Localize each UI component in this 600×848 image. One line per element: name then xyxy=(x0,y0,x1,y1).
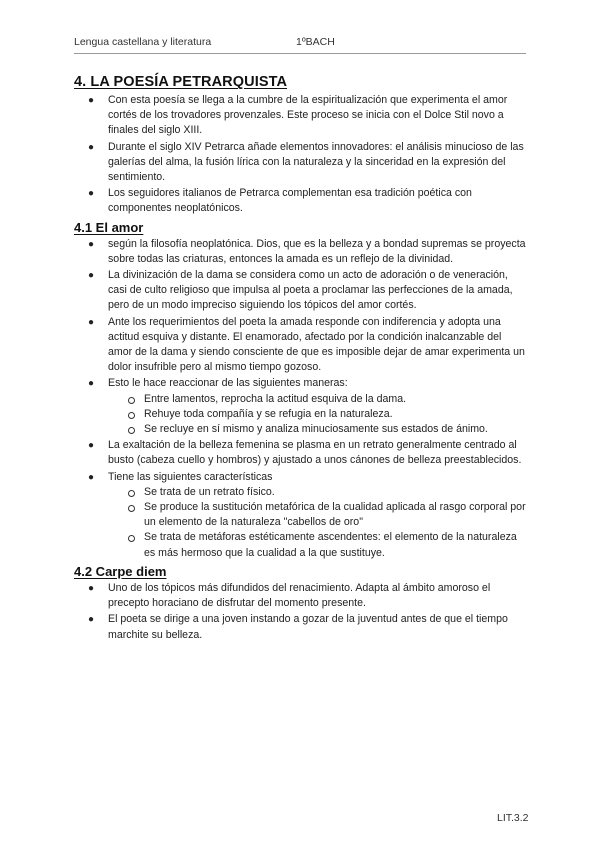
list-item xyxy=(74,581,526,611)
list-item xyxy=(74,237,526,267)
sublist-item xyxy=(108,422,526,437)
list-item xyxy=(74,315,526,376)
header-subject: Lengua castellana y literatura xyxy=(74,36,212,48)
sublist-item xyxy=(108,407,526,422)
list-item xyxy=(74,376,526,437)
list-item xyxy=(74,268,526,314)
amor-list xyxy=(74,237,526,561)
list-item xyxy=(74,470,526,561)
sublist-item-text: Se produce la sustitución metafórica de la cualidad aplicada al rasgo corporal por un elemento de la naturaleza "cabellos de oro" xyxy=(144,501,526,529)
list-item-text: Esto le hace reaccionar de las siguientes maneras: xyxy=(108,377,348,390)
header-course: 1ºBACH xyxy=(296,36,335,48)
sublist-item-text: Se trata de metáforas estéticamente ascendentes: el elemento de la naturaleza es más hermoso que la cualidad a la que sustituye. xyxy=(144,531,517,559)
page-number: LIT.3.2 xyxy=(497,812,529,824)
sublist-item xyxy=(108,392,526,407)
carpe-diem-list xyxy=(74,581,526,643)
bullet-icon: ● xyxy=(88,141,95,153)
list-item xyxy=(74,612,526,642)
list-item-text: El poeta se dirige a una joven instando a gozar de la juventud antes de que el tiempo marchite su belleza. xyxy=(108,613,508,641)
list-item xyxy=(74,93,526,139)
hollow-bullet-icon xyxy=(128,397,135,404)
page-content xyxy=(74,74,526,644)
list-item-text: Con esta poesía se llega a la cumbre de la espiritualización que experimenta el amor cortés de los trovadores provenzales. Este proceso se inicia con el Dolce Stil novo a finales del siglo XIII. xyxy=(108,94,508,137)
hollow-bullet-icon xyxy=(128,535,135,542)
bullet-icon: ● xyxy=(88,238,95,250)
bullet-icon: ● xyxy=(88,270,95,282)
reactions-sublist xyxy=(108,392,526,438)
sublist-item-text: Rehuye toda compañía y se refugia en la naturaleza. xyxy=(144,407,393,420)
bullet-icon: ● xyxy=(88,316,95,328)
list-item-text: según la filosofía neoplatónica. Dios, que es la belleza y a bondad supremas se proyecta sobre todas las criaturas, entonces la amada es un reflejo de la divinidad. xyxy=(108,237,526,265)
list-item xyxy=(74,140,526,186)
list-item-text: Los seguidores italianos de Petrarca complementan esa tradición poética con componentes neoplatónicos. xyxy=(108,187,472,215)
list-item-text: Tiene las siguientes características xyxy=(108,470,273,483)
list-item-text: Ante los requerimientos del poeta la amada responde con indiferencia y adopta una actitud esquiva y distante. El enamorado, afectado por la condición inalcanzable del amor de la dama y siendo consciente de que es imposible dejar de amar experimenta un dolor insufrible pero al mismo tiempo gozoso. xyxy=(108,315,525,374)
section-title: 4. LA POESÍA PETRARQUISTA xyxy=(74,74,288,90)
characteristics-sublist xyxy=(108,485,526,561)
list-item-text: Durante el siglo XIV Petrarca añade elementos innovadores: el análisis minucioso de las galerías del alma, la fusión lírica con la naturaleza y la sinceridad en la expresión del sentimiento. xyxy=(108,140,524,184)
bullet-icon: ● xyxy=(88,378,95,390)
bullet-icon: ● xyxy=(88,582,95,594)
bullet-icon: ● xyxy=(88,188,95,200)
sublist-item xyxy=(108,485,526,500)
list-item xyxy=(74,186,526,216)
hollow-bullet-icon xyxy=(128,505,135,512)
sublist-item xyxy=(108,530,526,560)
subsection-title-carpe-diem: 4.2 Carpe diem xyxy=(74,563,167,579)
sublist-item-text: Entre lamentos, reprocha la actitud esquiva de la dama. xyxy=(144,392,407,405)
bullet-icon: ● xyxy=(88,614,95,626)
sublist-item-text: Se trata de un retrato físico. xyxy=(144,485,275,498)
sublist-item-text: Se recluye en sí mismo y analiza minuciosamente sus estados de ánimo. xyxy=(144,423,488,436)
page-header xyxy=(74,36,526,54)
hollow-bullet-icon xyxy=(128,490,135,497)
list-item-text: La divinización de la dama se considera como un acto de adoración o de veneración, casi de culto religioso que impulsa al poeta a proclamar las perfecciones de la amada, pero de un modo impreciso siguiendo los tópicos del amor cortés. xyxy=(108,269,513,312)
list-item xyxy=(74,438,526,468)
bullet-icon: ● xyxy=(88,471,95,483)
bullet-icon: ● xyxy=(88,440,95,452)
intro-list xyxy=(74,93,526,217)
sublist-item xyxy=(108,500,526,530)
list-item-text: La exaltación de la belleza femenina se plasma en un retrato generalmente centrado al busto (cabeza cuello y hombros) y ajustado a unos cánones de belleza preestablecidos. xyxy=(108,439,522,467)
hollow-bullet-icon xyxy=(128,412,135,419)
subsection-title-amor: 4.1 El amor xyxy=(74,219,144,235)
hollow-bullet-icon xyxy=(128,427,135,434)
bullet-icon: ● xyxy=(88,95,95,106)
list-item-text: Uno de los tópicos más difundidos del renacimiento. Adapta al ámbito amoroso el precepto horaciano de disfrutar del momento presente. xyxy=(108,581,491,610)
